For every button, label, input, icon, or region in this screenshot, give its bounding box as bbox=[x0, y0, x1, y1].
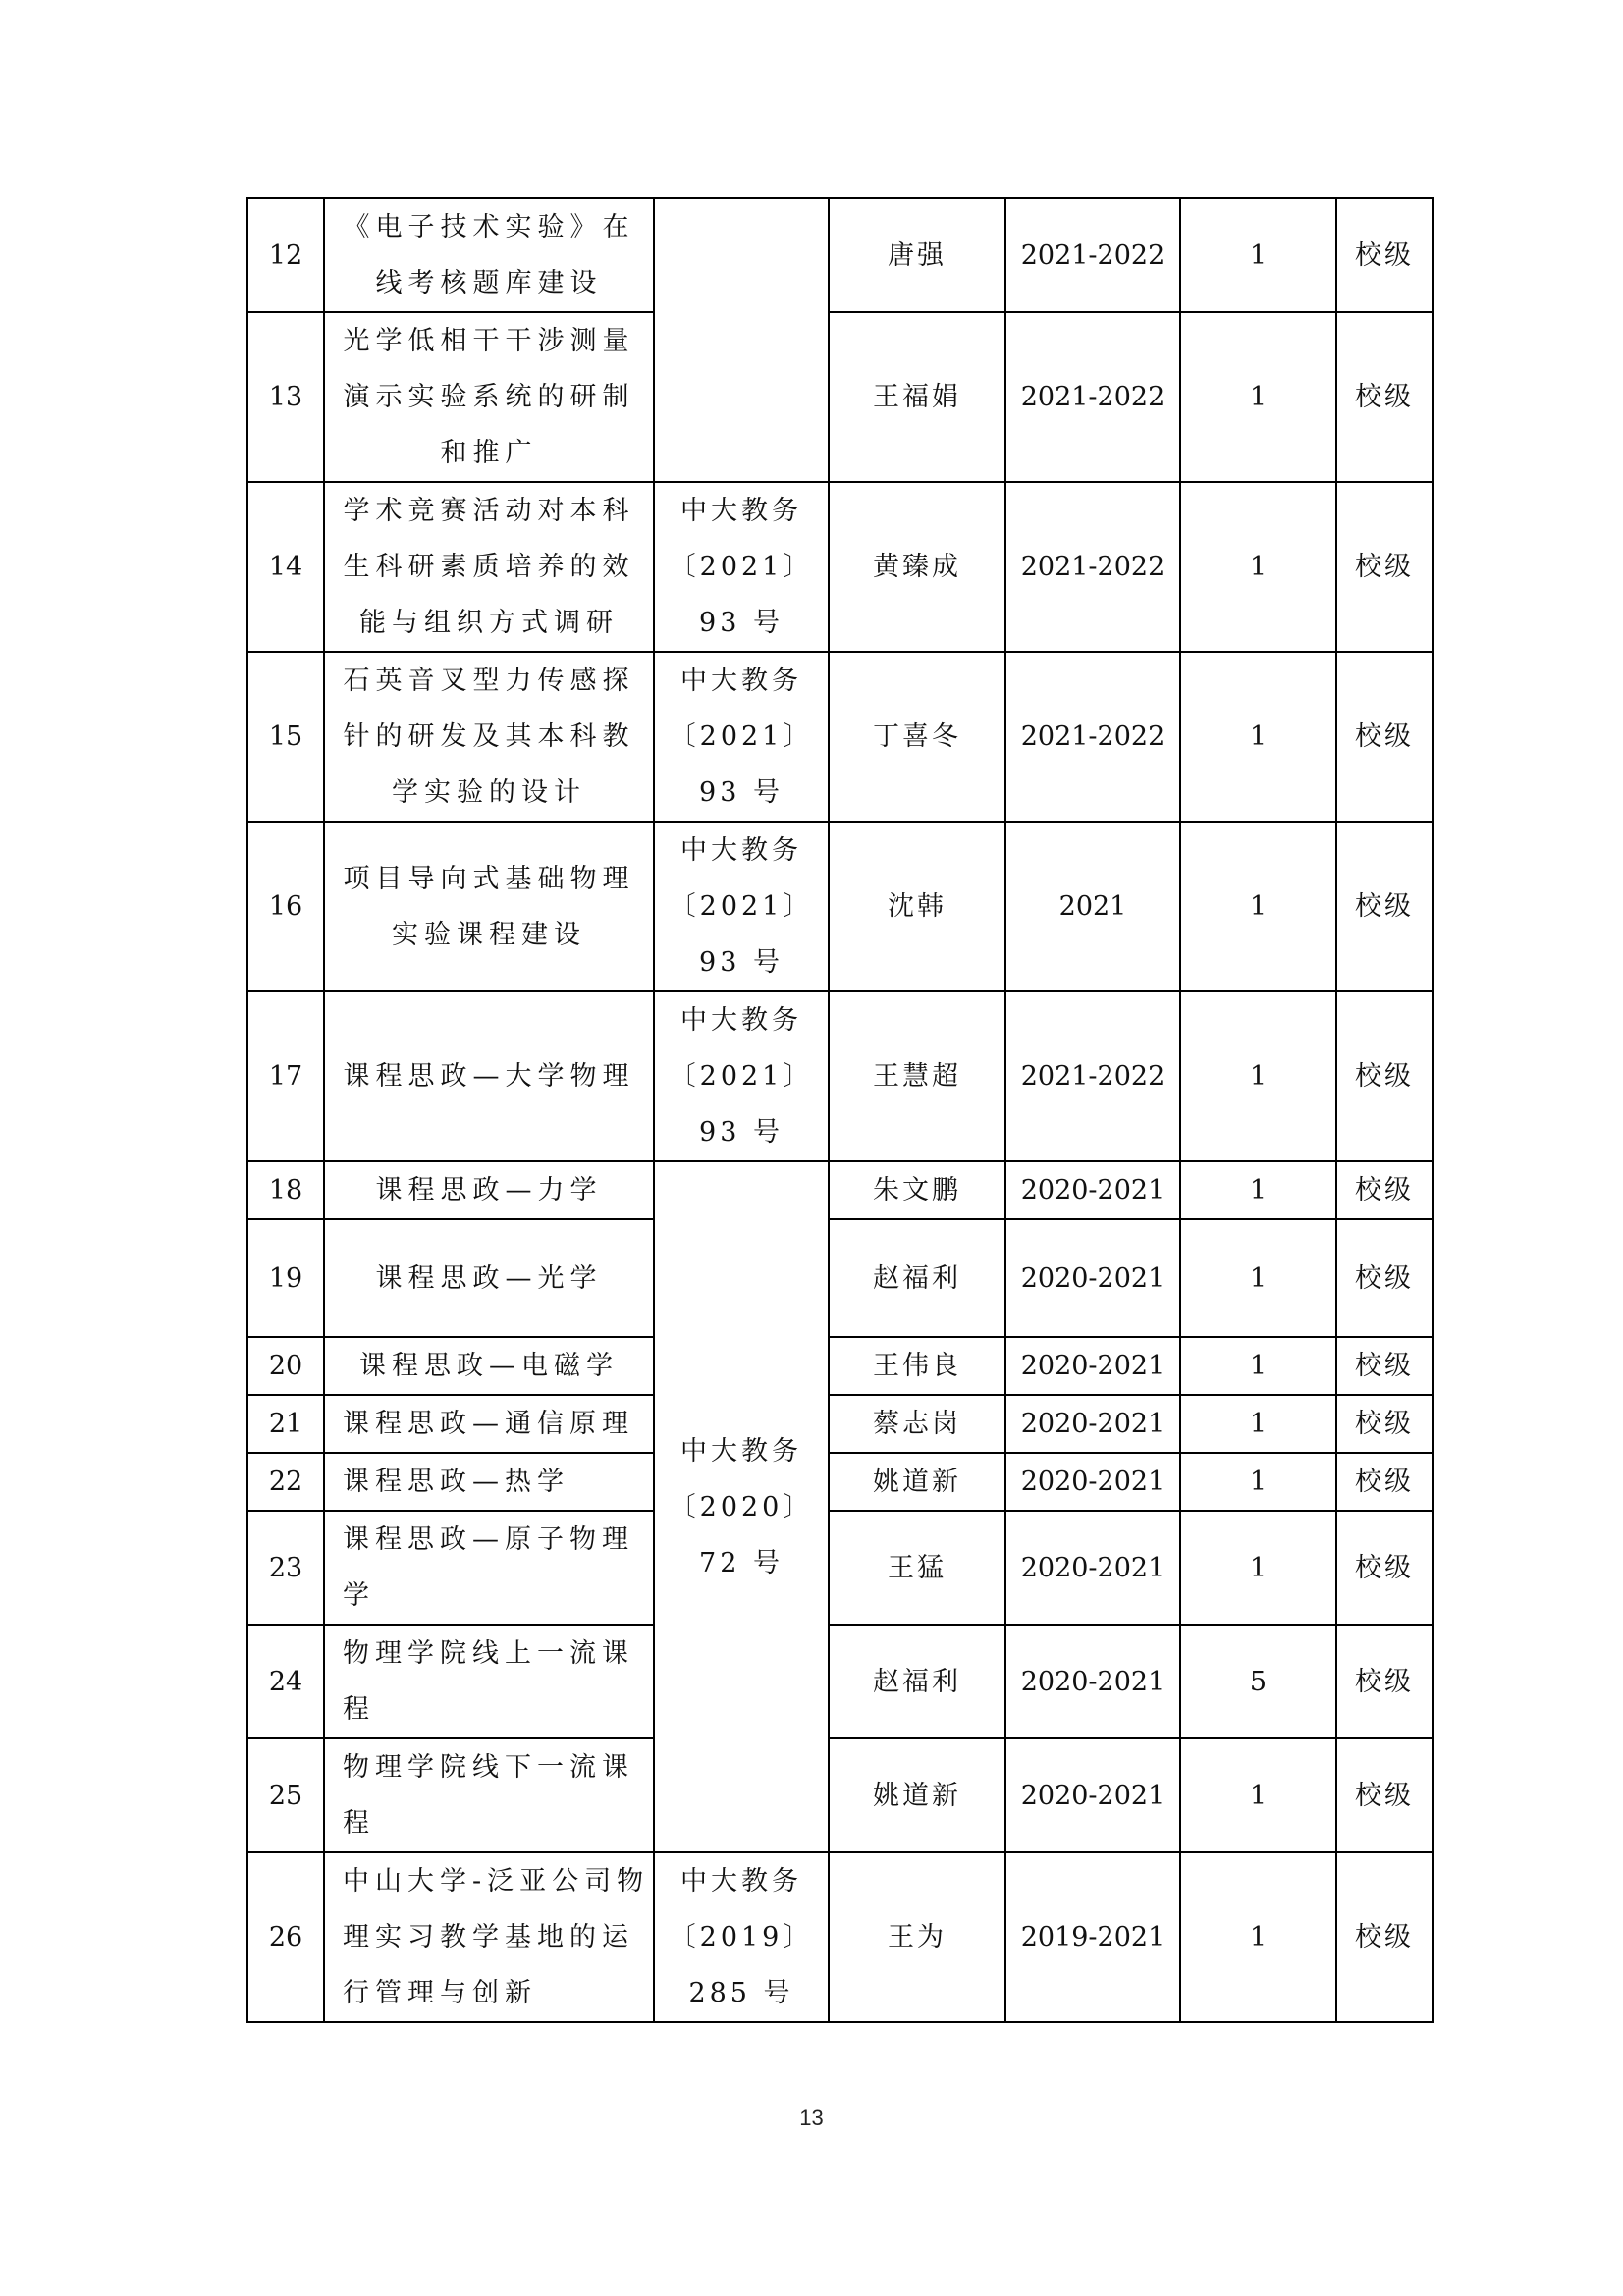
period: 2021-2022 bbox=[1005, 991, 1180, 1161]
row-number: 23 bbox=[247, 1511, 324, 1625]
project-title: 课程思政—力学 bbox=[324, 1161, 654, 1219]
count: 1 bbox=[1180, 1852, 1336, 2022]
row-number: 24 bbox=[247, 1625, 324, 1738]
project-title: 石英音叉型力传感探 针的研发及其本科教 学实验的设计 bbox=[324, 652, 654, 822]
period: 2020-2021 bbox=[1005, 1453, 1180, 1511]
person-in-charge: 王福娟 bbox=[829, 312, 1005, 482]
count: 1 bbox=[1180, 482, 1336, 652]
person-in-charge: 丁喜冬 bbox=[829, 652, 1005, 822]
row-number: 12 bbox=[247, 198, 324, 312]
project-title: 课程思政—通信原理 bbox=[324, 1395, 654, 1453]
document-number: 中大教务 〔2021〕 93 号 bbox=[654, 652, 829, 822]
level: 校级 bbox=[1336, 822, 1433, 991]
row-number: 19 bbox=[247, 1219, 324, 1337]
period: 2020-2021 bbox=[1005, 1511, 1180, 1625]
period: 2021-2022 bbox=[1005, 312, 1180, 482]
table-row bbox=[247, 1625, 1433, 1738]
table-row bbox=[247, 1453, 1433, 1511]
project-title: 光学低相干干涉测量 演示实验系统的研制 和推广 bbox=[324, 312, 654, 482]
page-number: 13 bbox=[799, 2106, 824, 2130]
person-in-charge: 赵福利 bbox=[829, 1625, 1005, 1738]
project-title: 课程思政—光学 bbox=[324, 1219, 654, 1337]
person-in-charge: 沈韩 bbox=[829, 822, 1005, 991]
table-row bbox=[247, 482, 1433, 652]
project-title: 物理学院线上一流课 程 bbox=[324, 1625, 654, 1738]
document-number: 中大教务 〔2021〕 93 号 bbox=[654, 991, 829, 1161]
count: 5 bbox=[1180, 1625, 1336, 1738]
count: 1 bbox=[1180, 1337, 1336, 1395]
count: 1 bbox=[1180, 991, 1336, 1161]
table-row bbox=[247, 198, 1433, 312]
count: 1 bbox=[1180, 1395, 1336, 1453]
project-title: 《电子技术实验》在 线考核题库建设 bbox=[324, 198, 654, 312]
period: 2021-2022 bbox=[1005, 652, 1180, 822]
level: 校级 bbox=[1336, 652, 1433, 822]
project-title: 课程思政—原子物理 学 bbox=[324, 1511, 654, 1625]
person-in-charge: 朱文鹏 bbox=[829, 1161, 1005, 1219]
document-number: 中大教务 〔2021〕 93 号 bbox=[654, 822, 829, 991]
project-title: 学术竞赛活动对本科 生科研素质培养的效 能与组织方式调研 bbox=[324, 482, 654, 652]
row-number: 22 bbox=[247, 1453, 324, 1511]
table-row bbox=[247, 1219, 1433, 1337]
row-number: 26 bbox=[247, 1852, 324, 2022]
person-in-charge: 姚道新 bbox=[829, 1453, 1005, 1511]
person-in-charge: 王猛 bbox=[829, 1511, 1005, 1625]
row-number: 20 bbox=[247, 1337, 324, 1395]
period: 2020-2021 bbox=[1005, 1395, 1180, 1453]
table-row bbox=[247, 652, 1433, 822]
count: 1 bbox=[1180, 1161, 1336, 1219]
table-row bbox=[247, 1511, 1433, 1625]
row-number: 18 bbox=[247, 1161, 324, 1219]
project-title: 项目导向式基础物理 实验课程建设 bbox=[324, 822, 654, 991]
person-in-charge: 王慧超 bbox=[829, 991, 1005, 1161]
row-number: 21 bbox=[247, 1395, 324, 1453]
level: 校级 bbox=[1336, 1625, 1433, 1738]
row-number: 17 bbox=[247, 991, 324, 1161]
level: 校级 bbox=[1336, 198, 1433, 312]
count: 1 bbox=[1180, 1219, 1336, 1337]
document-number: 中大教务 〔2021〕 93 号 bbox=[654, 482, 829, 652]
table-row bbox=[247, 1852, 1433, 2022]
row-number: 16 bbox=[247, 822, 324, 991]
table-row bbox=[247, 822, 1433, 991]
table-row bbox=[247, 1738, 1433, 1852]
level: 校级 bbox=[1336, 1161, 1433, 1219]
person-in-charge: 王伟良 bbox=[829, 1337, 1005, 1395]
count: 1 bbox=[1180, 1453, 1336, 1511]
period: 2020-2021 bbox=[1005, 1161, 1180, 1219]
level: 校级 bbox=[1336, 1219, 1433, 1337]
table-row bbox=[247, 1395, 1433, 1453]
level: 校级 bbox=[1336, 1453, 1433, 1511]
period: 2021-2022 bbox=[1005, 482, 1180, 652]
count: 1 bbox=[1180, 822, 1336, 991]
period: 2020-2021 bbox=[1005, 1738, 1180, 1852]
period: 2020-2021 bbox=[1005, 1625, 1180, 1738]
table-row bbox=[247, 1337, 1433, 1395]
level: 校级 bbox=[1336, 991, 1433, 1161]
person-in-charge: 赵福利 bbox=[829, 1219, 1005, 1337]
count: 1 bbox=[1180, 1511, 1336, 1625]
person-in-charge: 姚道新 bbox=[829, 1738, 1005, 1852]
level: 校级 bbox=[1336, 1337, 1433, 1395]
project-title: 课程思政—热学 bbox=[324, 1453, 654, 1511]
level: 校级 bbox=[1336, 482, 1433, 652]
level: 校级 bbox=[1336, 1738, 1433, 1852]
count: 1 bbox=[1180, 312, 1336, 482]
person-in-charge: 唐强 bbox=[829, 198, 1005, 312]
period: 2020-2021 bbox=[1005, 1337, 1180, 1395]
person-in-charge: 蔡志岗 bbox=[829, 1395, 1005, 1453]
project-title: 中山大学-泛亚公司物 理实习教学基地的运 行管理与创新 bbox=[324, 1852, 654, 2022]
project-table bbox=[246, 197, 1434, 2023]
table-row bbox=[247, 312, 1433, 482]
period: 2020-2021 bbox=[1005, 1219, 1180, 1337]
document-number: 中大教务 〔2020〕 72 号 bbox=[654, 1161, 829, 1852]
row-number: 13 bbox=[247, 312, 324, 482]
count: 1 bbox=[1180, 1738, 1336, 1852]
project-title: 课程思政—大学物理 bbox=[324, 991, 654, 1161]
table-row bbox=[247, 991, 1433, 1161]
period: 2019-2021 bbox=[1005, 1852, 1180, 2022]
project-title: 物理学院线下一流课 程 bbox=[324, 1738, 654, 1852]
row-number: 15 bbox=[247, 652, 324, 822]
project-title: 课程思政—电磁学 bbox=[324, 1337, 654, 1395]
person-in-charge: 黄臻成 bbox=[829, 482, 1005, 652]
level: 校级 bbox=[1336, 1511, 1433, 1625]
row-number: 25 bbox=[247, 1738, 324, 1852]
document-number: 中大教务 〔2019〕 285 号 bbox=[654, 1852, 829, 2022]
row-number: 14 bbox=[247, 482, 324, 652]
level: 校级 bbox=[1336, 1852, 1433, 2022]
document-number bbox=[654, 198, 829, 482]
count: 1 bbox=[1180, 652, 1336, 822]
period: 2021 bbox=[1005, 822, 1180, 991]
level: 校级 bbox=[1336, 1395, 1433, 1453]
table-row bbox=[247, 1161, 1433, 1219]
level: 校级 bbox=[1336, 312, 1433, 482]
person-in-charge: 王为 bbox=[829, 1852, 1005, 2022]
period: 2021-2022 bbox=[1005, 198, 1180, 312]
count: 1 bbox=[1180, 198, 1336, 312]
